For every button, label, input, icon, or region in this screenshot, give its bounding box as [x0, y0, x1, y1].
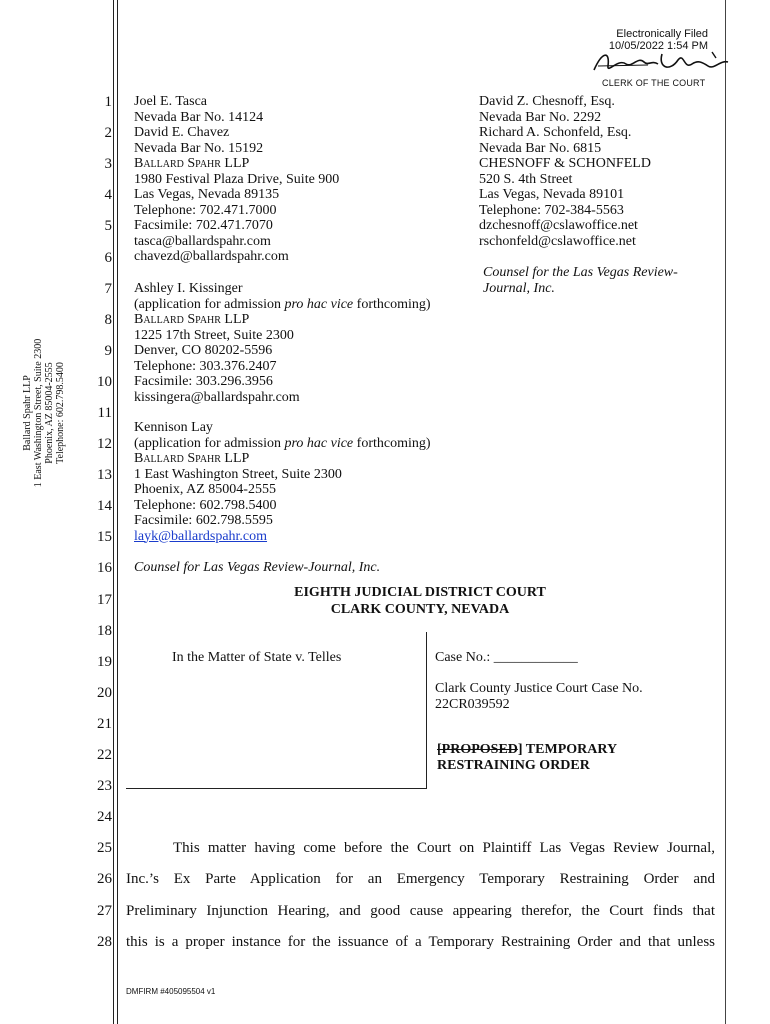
justice-court-case-number: 22CR039592 — [435, 696, 510, 712]
attorney-name: David E. Chavez — [134, 125, 230, 140]
attorney-name: Richard A. Schonfeld, Esq. — [479, 125, 632, 140]
line-number: 8 — [104, 312, 112, 328]
line-number: 24 — [97, 809, 112, 825]
line-number: 17 — [97, 592, 112, 608]
document-title — [437, 742, 617, 773]
justice-court-case — [435, 681, 643, 712]
fax-line: Facsimile: 303.296.3956 — [134, 374, 273, 389]
address-line: Denver, CO 80202-5596 — [134, 343, 273, 358]
line-number: 6 — [104, 250, 112, 266]
side-firm-name: Ballard Spahr LLP — [22, 375, 33, 451]
title-temporary: ] TEMPORARY — [517, 742, 618, 757]
side-firm-phone: Telephone: 602.798.5400 — [55, 362, 66, 464]
phone-line: Telephone: 303.376.2407 — [134, 358, 277, 374]
body-line: this is a proper instance for the issuance of a Temporary Restraining Order and that unless — [126, 934, 715, 950]
counsel-block-1 — [134, 94, 339, 265]
bar-number: Nevada Bar No. 14124 — [134, 109, 264, 125]
line-number: 5 — [104, 218, 112, 234]
body-line: Inc.’s Ex Parte Application for an Emergency Temporary Restraining Order and — [126, 871, 715, 887]
address-line: 1225 17th Street, Suite 2300 — [134, 327, 294, 343]
counsel-block-right — [479, 94, 651, 249]
counsel-for-right-line1: Counsel for the Las Vegas Review- — [483, 265, 678, 280]
case-number: Case No.: ____________ — [435, 650, 578, 665]
attorney-name: Ashley I. Kissinger — [134, 281, 243, 296]
line-number: 28 — [97, 934, 112, 950]
line-number: 4 — [104, 187, 112, 203]
filing-stamp-line1: Electronically Filed — [616, 28, 708, 40]
side-firm-address: 1 East Washington Street, Suite 2300 — [33, 338, 44, 488]
line-number: 11 — [97, 405, 112, 421]
counsel-block-3 — [134, 420, 431, 544]
admission-note-italic: pro hac vice — [284, 296, 354, 312]
court-name: EIGHTH JUDICIAL DISTRICT COURT — [294, 585, 546, 600]
counsel-for-left: Counsel for Las Vegas Review-Journal, Inc. — [134, 560, 381, 575]
bar-number: Nevada Bar No. 6815 — [479, 140, 602, 156]
caption-divider — [426, 632, 427, 789]
email-line: tasca@ballardspahr.com — [134, 233, 271, 249]
line-number: 10 — [97, 374, 112, 390]
phone-line: Telephone: 702.471.7000 — [134, 202, 277, 218]
side-firm-text — [22, 283, 66, 543]
line-number: 23 — [97, 778, 112, 794]
justice-court-case-label: Clark County Justice Court Case No. — [435, 681, 643, 696]
margin-rule-right — [725, 0, 726, 1024]
line-number: 22 — [97, 747, 112, 763]
struck-proposed: [PROPOSED — [437, 742, 518, 757]
document-footer: DMFIRM #405095504 v1 — [126, 987, 216, 996]
body-line: This matter having come before the Court on Plaintiff Las Vegas Review Journal, — [173, 840, 715, 856]
admission-note — [134, 436, 431, 452]
court-heading — [230, 584, 610, 618]
attorney-name: David Z. Chesnoff, Esq. — [479, 94, 615, 109]
line-number: 25 — [97, 840, 112, 856]
filing-stamp-date: 10/05/2022 1:54 PM — [608, 40, 708, 52]
email-line: chavezd@ballardspahr.com — [134, 249, 289, 264]
address-line: 1 East Washington Street, Suite 2300 — [134, 466, 342, 482]
title-restraining-order: RESTRAINING ORDER — [437, 757, 590, 773]
firm-name: Ballard Spahr LLP — [134, 451, 250, 466]
line-number: 26 — [97, 871, 112, 887]
counsel-for-right-line2: Journal, Inc. — [483, 280, 555, 296]
line-number: 20 — [97, 685, 112, 701]
address-line: Las Vegas, Nevada 89135 — [134, 187, 280, 202]
email-line: rschonfeld@cslawoffice.net — [479, 233, 636, 249]
firm-name: CHESNOFF & SCHONFELD — [479, 156, 651, 171]
attorney-name: Kennison Lay — [134, 420, 213, 435]
firm-name: Ballard Spahr LLP — [134, 156, 250, 171]
address-line: 520 S. 4th Street — [479, 171, 573, 187]
email-link[interactable]: layk@ballardspahr.com — [134, 528, 268, 544]
address-line: Las Vegas, Nevada 89101 — [479, 187, 625, 202]
line-number: 2 — [104, 125, 112, 141]
caption-bottom-rule — [126, 788, 427, 789]
clerk-label: CLERK OF THE COURT — [602, 78, 706, 88]
line-number: 9 — [104, 343, 112, 359]
email-line: kissingera@ballardspahr.com — [134, 389, 300, 405]
address-line: 1980 Festival Plaza Drive, Suite 900 — [134, 171, 340, 187]
side-firm-city: Phoenix, AZ 85004-2555 — [44, 362, 55, 464]
line-number: 15 — [97, 529, 112, 545]
body-line: Preliminary Injunction Hearing, and good cause appearing therefor, the Court finds that — [126, 903, 715, 919]
phone-line: Telephone: 702-384-5563 — [479, 202, 624, 218]
fax-line: Facsimile: 702.471.7070 — [134, 218, 273, 233]
counsel-block-2 — [134, 281, 431, 405]
clerk-signature-icon — [588, 48, 733, 78]
counsel-for-right — [483, 265, 678, 296]
margin-rule-left-inner — [117, 0, 118, 1024]
admission-note-post: forthcoming) — [353, 296, 431, 312]
admission-note-italic: pro hac vice — [284, 435, 354, 451]
line-number: 1 — [104, 94, 112, 110]
line-number: 27 — [97, 903, 112, 919]
line-number: 19 — [97, 654, 112, 670]
line-number: 12 — [97, 436, 112, 452]
line-number: 13 — [97, 467, 112, 483]
matter-title: In the Matter of State v. Telles — [172, 650, 342, 665]
firm-name: Ballard Spahr LLP — [134, 312, 250, 327]
bar-number: Nevada Bar No. 15192 — [134, 140, 264, 156]
admission-note-post: forthcoming) — [353, 435, 431, 451]
line-number: 21 — [97, 716, 112, 732]
fax-line: Facsimile: 602.798.5595 — [134, 513, 273, 528]
margin-rule-left — [113, 0, 114, 1024]
admission-note — [134, 297, 431, 313]
line-number: 7 — [104, 281, 112, 297]
email-line: dzchesnoff@cslawoffice.net — [479, 218, 638, 233]
phone-line: Telephone: 602.798.5400 — [134, 497, 277, 513]
admission-note-pre: (application for admission — [134, 296, 285, 312]
line-number: 16 — [97, 560, 112, 576]
attorney-name: Joel E. Tasca — [134, 94, 208, 109]
address-line: Phoenix, AZ 85004-2555 — [134, 482, 276, 497]
bar-number: Nevada Bar No. 2292 — [479, 109, 602, 125]
line-number: 18 — [97, 623, 112, 639]
court-county: CLARK COUNTY, NEVADA — [330, 602, 510, 617]
line-number: 14 — [97, 498, 112, 514]
line-number: 3 — [104, 156, 112, 172]
admission-note-pre: (application for admission — [134, 435, 285, 451]
